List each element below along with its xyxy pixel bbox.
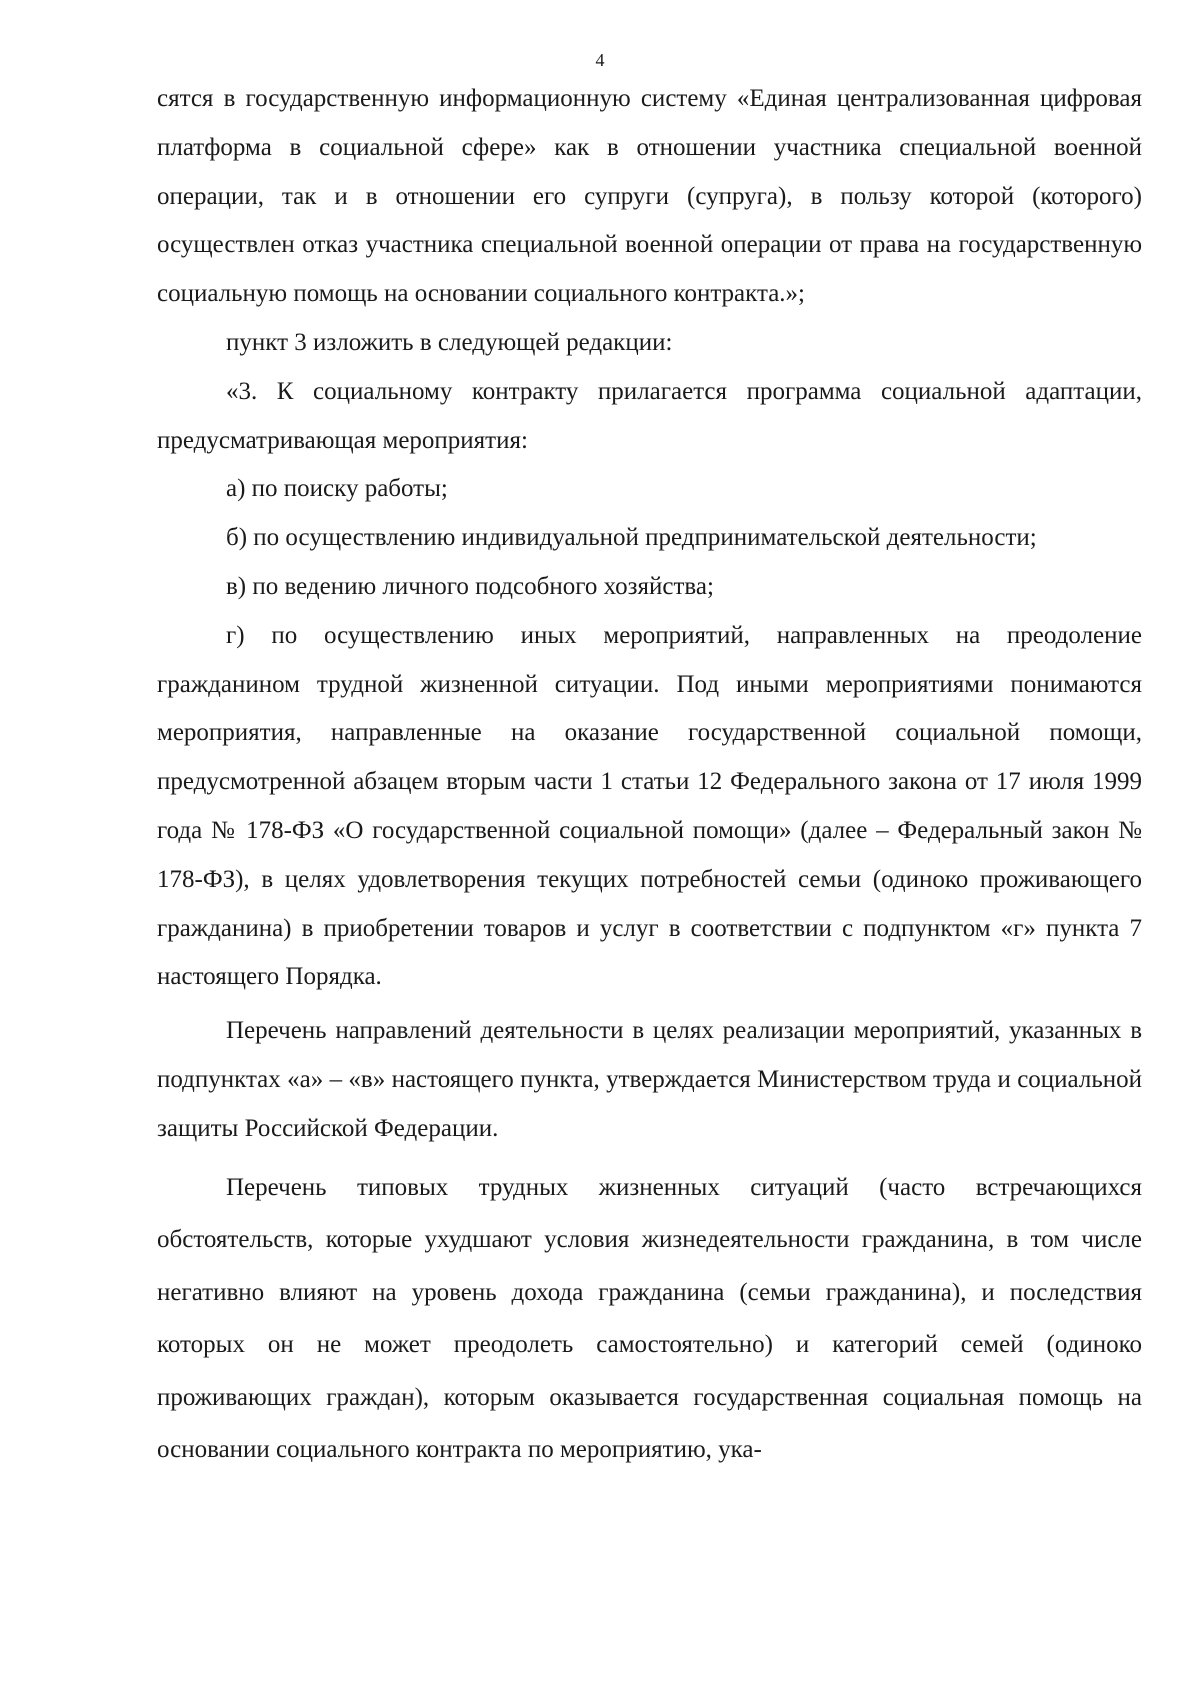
paragraph-item-3: «3. К социальному контракту прилагается программа социальной адаптации, предусматривающая мероприятия:: [157, 377, 1142, 454]
paragraph-typical-situations: Перечень типовых трудных жизненных ситуаций (часто встречающихся обстоятельств, которые ухудшают условия жизнедеятельности гражданина, в том числе негативно влияют на уровень дохода гражданина (семьи гражданина), и последствия которых он не может преодолеть самостоятельно) и категорий семей (одиноко проживающих граждан), которым оказывается государственная социальная помощь на основании социального контракта по мероприятию, ука-: [157, 1173, 1142, 1464]
list-item-g: г) по осуществлению иных мероприятий, направленных на преодоление гражданином трудной жизненной ситуации. Под иными мероприятиями понимаются мероприятия, направленные на оказание государственной социальной помощи, предусмотренной абзацем вторым части 1 статьи 12 Федерального закона от 17 июля 1999 года № 178-ФЗ «О государственной социальной помощи» (далее – Федеральный закон № 178-ФЗ), в целях удовлетворения текущих потребностей семьи (одиноко проживающего гражданина) в приобретении товаров и услуг в соответствии с подпунктом «г» пункта 7 настоящего Порядка.: [157, 621, 1142, 991]
list-item-v: в) по ведению личного подсобного хозяйства;: [226, 572, 714, 600]
list-item-a: а) по поиску работы;: [226, 475, 448, 503]
list-item-b: б) по осуществлению индивидуальной предпринимательской деятельности;: [226, 524, 1037, 552]
document-body: [157, 75, 1142, 1477]
paragraph-directions-list: Перечень направлений деятельности в целях реализации мероприятий, указанных в подпунктах «а» – «в» настоящего пункта, утверждается Министерством труда и социальной защиты Российской Федерации.: [157, 1017, 1142, 1142]
page-number: 4: [595, 50, 605, 70]
paragraph-continuation: сятся в государственную информационную систему «Единая централизованная цифровая платформа в социальной сфере» как в отношении участника специальной военной операции, так и в отношении его супруги (супруга), в пользу которой (которого) осуществлен отказ участника специальной военной операции от права на государственную социальную помощь на основании социального контракта.»;: [157, 85, 1142, 308]
paragraph-amendment-instruction: пункт 3 изложить в следующей редакции:: [226, 328, 673, 356]
